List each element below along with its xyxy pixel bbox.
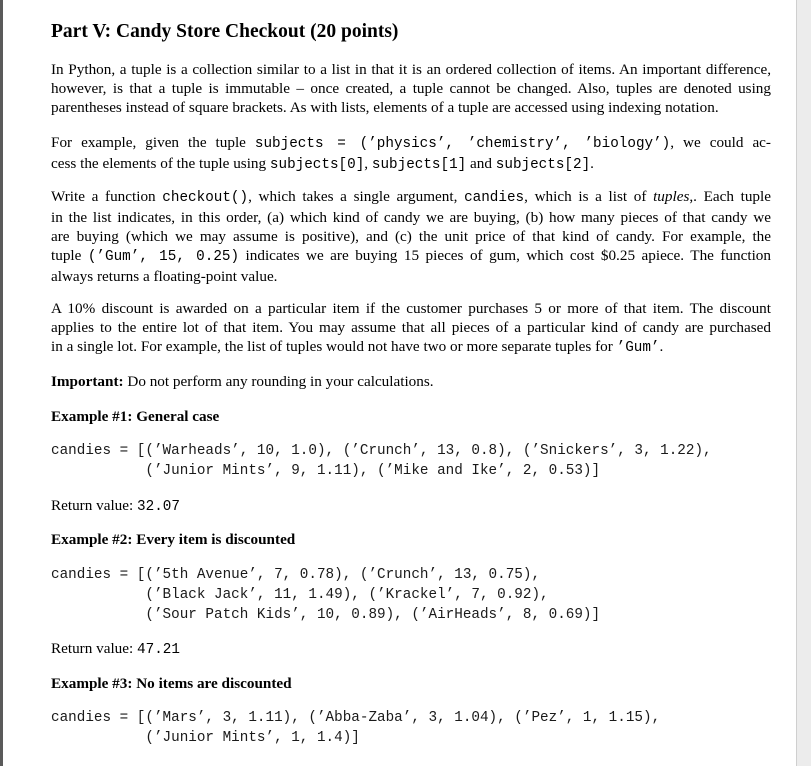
paragraph-line: in a single lot. For example, the list of tuples would not have two or more separate tuples for ’Gum’. [51, 338, 664, 356]
example-1-return: Return value: 32.07 [51, 497, 180, 515]
return-value: 32.07 [137, 499, 180, 515]
paragraph-tuple-intro [51, 60, 771, 117]
paragraph-line: in the list indicates, in this order, (a) which kind of candy we are buying, (b) how many pieces of that candy we [51, 209, 771, 226]
page-title: Part V: Candy Store Checkout (20 points) [51, 21, 399, 42]
example-2-code: candies = [(’5th Avenue’, 7, 0.78), (’Crunch’, 13, 0.75), (’Black Jack’, 11, 1.49), (’Krackel’, 7, 0.92), (’Sour Patch Kids’, 10, 0.89), (’AirHeads’, 8, 0.69)] [51, 567, 601, 623]
paragraph-line: however, is that a tuple is immutable – once created, a tuple cannot be changed. Also, tuples are denoted using [51, 80, 771, 97]
example-3-heading: Example #3: No items are discounted [51, 675, 292, 692]
inline-code: subjects[0] [269, 157, 365, 173]
example-1-heading: Example #1: General case [51, 408, 220, 425]
paragraph-tuple-example [51, 133, 771, 175]
paragraph-line: applies to the entire lot of that item. You may assume that all pieces of a particular kind of candy are purchased [51, 319, 771, 336]
viewer-scrollbar[interactable] [796, 0, 811, 766]
paragraph-line: In Python, a tuple is a collection similar to a list in that it is an ordered collection of items. An important difference, [51, 61, 771, 78]
paragraph-discount-rule [51, 299, 771, 358]
inline-code: ’Gum’ [616, 340, 660, 356]
return-value: 47.21 [137, 642, 180, 658]
paragraph-line: always returns a floating-point value. [51, 268, 278, 285]
inline-code: subjects[1] [371, 157, 467, 173]
paragraph-line: are buying (which we may assume is positive), and (c) the unit price of that kind of candy. For example, the [51, 228, 771, 245]
paragraph-function-spec [51, 187, 771, 286]
inline-code: subjects[2] [495, 157, 591, 173]
important-note: Important: Do not perform any rounding in your calculations. [51, 373, 434, 390]
paragraph-line: Write a function checkout(), which takes a single argument, candies, which is a list of tuples,. Each tuple [51, 188, 771, 206]
paragraph-line: For example, given the tuple subjects = (’physics’, ’chemistry’, ’biology’), we could ac- [51, 134, 771, 152]
paragraph-line: A 10% discount is awarded on a particular item if the customer purchases 5 or more of that item. The discount [51, 300, 771, 317]
example-3-code: candies = [(’Mars’, 3, 1.11), (’Abba-Zaba’, 3, 1.04), (’Pez’, 1, 1.15), (’Junior Mints’, 1, 1.4)] [51, 710, 661, 746]
example-2-return: Return value: 47.21 [51, 640, 180, 658]
inline-code: candies [464, 190, 525, 206]
paragraph-line: parentheses instead of square brackets. As with lists, elements of a tuple are accessed using indexing notation. [51, 99, 719, 116]
inline-code: subjects = (’physics’, ’chemistry’, ’biology’) [254, 136, 671, 152]
paragraph-line: tuple (’Gum’, 15, 0.25) indicates we are buying 15 pieces of gum, which cost $0.25 apiece. The function [51, 247, 771, 265]
example-2-heading: Example #2: Every item is discounted [51, 531, 296, 548]
paragraph-line: cess the elements of the tuple using subjects[0], subjects[1] and subjects[2]. [51, 155, 594, 173]
example-1-code: candies = [(’Warheads’, 10, 1.0), (’Crunch’, 13, 0.8), (’Snickers’, 3, 1.22), (’Junior Mints’, 9, 1.11), (’Mike and Ike’, 2, 0.53)] [51, 443, 712, 479]
page-edge-left [0, 0, 3, 766]
inline-code: (’Gum’, 15, 0.25) [87, 249, 240, 265]
inline-code: checkout() [162, 190, 249, 206]
